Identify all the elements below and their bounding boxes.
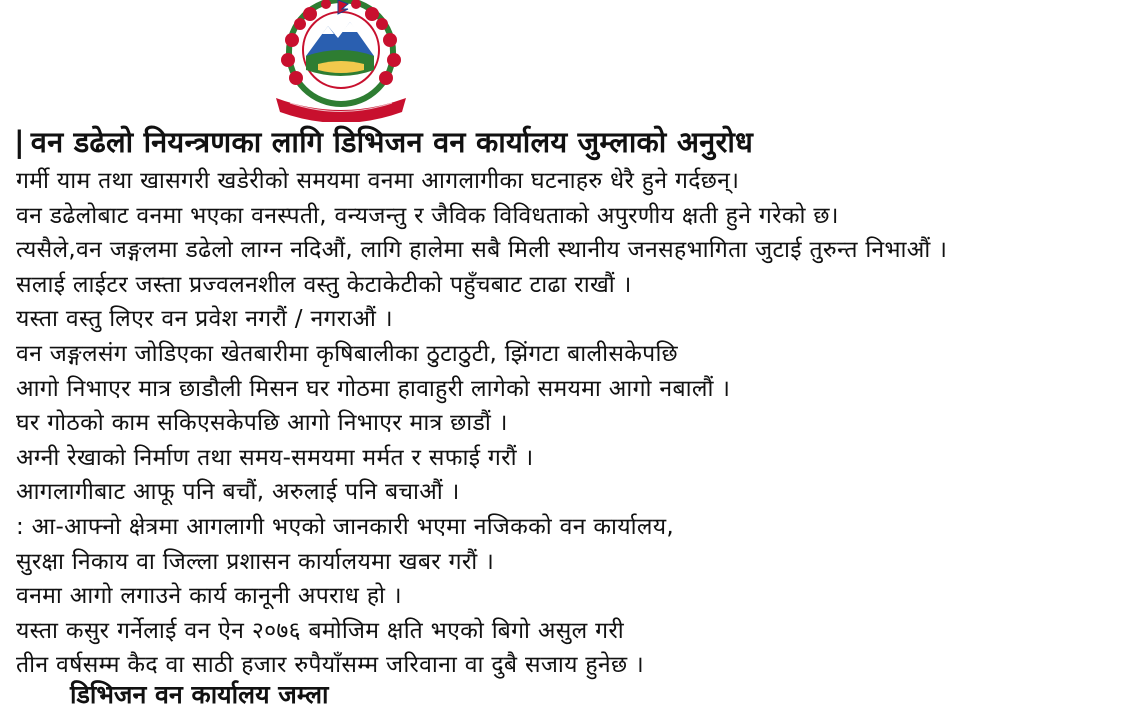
notice-line: सलाई लाईटर जस्ता प्रज्वलनशील वस्तु केटाकेटीको पहुँचबाट टाढा राखौं । [16,271,632,298]
notice-line: गर्मी याम तथा खासगरी खडेरीको समयमा वनमा आगलागीका घटनाहरु धेरै हुने गर्दछन्। [16,168,740,194]
notice-line: आगलागीबाट आफू पनि बचौं, अरुलाई पनि बचाऔं । [16,479,460,506]
nepal-emblem-icon [270,0,412,122]
notice-line: घर गोठको काम सकिएसकेपछि आगो निभाएर मात्र छाडौं । [16,410,508,437]
notice-line: तीन वर्षसम्म कैद वा साठी हजार रुपैयाँसम्म जरिवाना वा दुबै सजाय हुनेछ । [16,652,645,679]
title-text: वन डढेलो नियन्त्रणका लागि डिभिजन वन कार्यालय जुम्लाको अनुरोध [30,125,754,159]
title-bar: | [14,125,25,159]
notice-line: वन जङ्गलसंग जोडिएका खेतबारीमा कृषिबालीका ठुटाठुटी, झिंगटा बालीसकेपछि [16,340,678,367]
notice-line: अग्नी रेखाको निर्माण तथा समय-समयमा मर्मत र सफाई गरौं । [16,444,534,471]
signature: डिभिजन वन कार्यालय जम्ला [70,680,329,709]
notice-line: आगो निभाएर मात्र छाडौली मिसन घर गोठमा हावाहुरी लागेको समयमा आगो नबालौं । [16,375,731,402]
notice-line: यस्ता कसुर गर्नेलाई वन ऐन २०७६ बमोजिम क्षति भएको बिगो असुल गरी [16,617,625,644]
notice-line: : आ-आफ्नो क्षेत्रमा आगलागी भएको जानकारी भएमा नजिकको वन कार्यालय, [16,513,675,540]
notice-line: वन डढेलोबाट वनमा भएका वनस्पती, वन्यजन्तु र जैविक विविधताको अपुरणीय क्षती हुने गरेको छ। [16,202,839,229]
notice-body [16,164,1116,683]
notice-line: वनमा आगो लगाउने कार्य कानूनी अपराध हो । [16,583,402,610]
notice-title [14,124,1114,160]
notice-line: त्यसैले,वन जङ्गलमा डढेलो लाग्न नदिऔं, लागि हालेमा सबै मिली स्थानीय जनसहभागिता जुटाई तुरुन्त निभाऔं । [16,237,948,264]
notice-line: यस्ता वस्तु लिएर वन प्रवेश नगरौं / नगराऔं । [16,306,393,333]
notice-line: सुरक्षा निकाय वा जिल्ला प्रशासन कार्यालयमा खबर गरौं । [16,548,495,575]
